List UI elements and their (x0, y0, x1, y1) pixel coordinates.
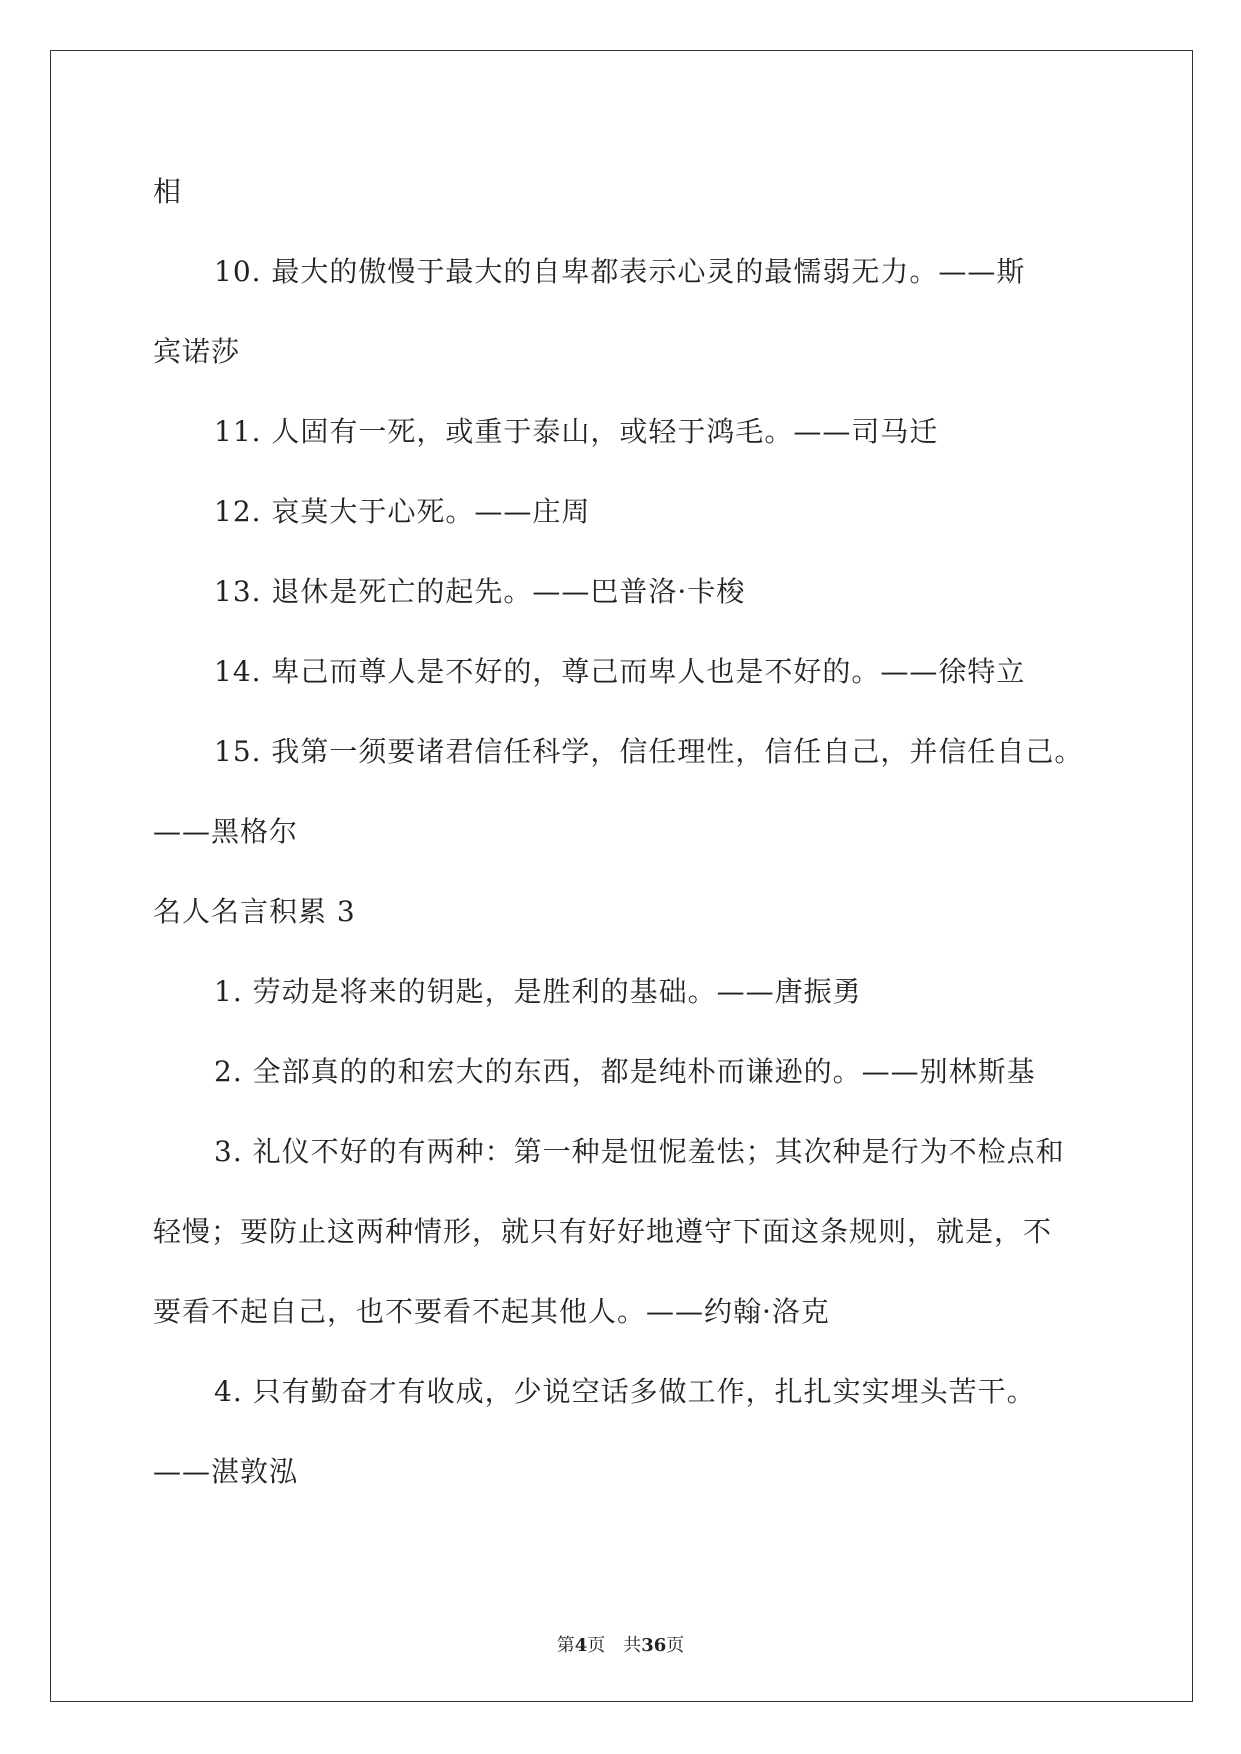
section-heading: 名人名言积累 3 (153, 895, 356, 928)
quote-4: 4. 只有勤奋才有收成，少说空话多做工作，扎扎实实埋头苦干。 (214, 1375, 1036, 1408)
footer-mid: 页 共 (587, 1635, 642, 1656)
quote-2: 2. 全部真的的和宏大的东西，都是纯朴而谦逊的。——别林斯基 (214, 1055, 1036, 1088)
footer-total-pages: 36 (641, 1635, 667, 1656)
quote-4-continued: ——湛敦泓 (153, 1455, 299, 1488)
footer-page-number: 4 (574, 1635, 588, 1656)
footer-suffix: 页 (666, 1635, 685, 1656)
quote-14: 14. 卑己而尊人是不好的，尊己而卑人也是不好的。——徐特立 (214, 655, 1026, 688)
quote-13: 13. 退休是死亡的起先。——巴普洛·卡梭 (214, 575, 746, 608)
quote-11: 11. 人固有一死，或重于泰山，或轻于鸿毛。——司马迁 (214, 415, 939, 448)
quote-1: 1. 劳动是将来的钥匙，是胜利的基础。——唐振勇 (214, 975, 862, 1008)
quote-10: 10. 最大的傲慢于最大的自卑都表示心灵的最懦弱无力。——斯 (214, 255, 1026, 288)
text-line-1: 相 (153, 175, 183, 208)
quote-3-continued-2: 要看不起自己，也不要看不起其他人。——约翰·洛克 (153, 1295, 830, 1328)
quote-3: 3. 礼仪不好的有两种：第一种是忸怩羞怯；其次种是行为不检点和 (214, 1135, 1065, 1168)
page-footer (0, 1634, 1241, 1658)
quote-12: 12. 哀莫大于心死。——庄周 (214, 495, 591, 528)
quote-10-continued: 宾诺莎 (153, 335, 241, 368)
quote-15: 15. 我第一须要诸君信任科学，信任理性，信任自己，并信任自己。 (214, 735, 1084, 768)
footer-prefix: 第 (556, 1635, 575, 1656)
quote-3-continued-1: 轻慢；要防止这两种情形，就只有好好地遵守下面这条规则，就是，不 (153, 1215, 1053, 1248)
quote-15-continued: ——黑格尔 (153, 815, 299, 848)
